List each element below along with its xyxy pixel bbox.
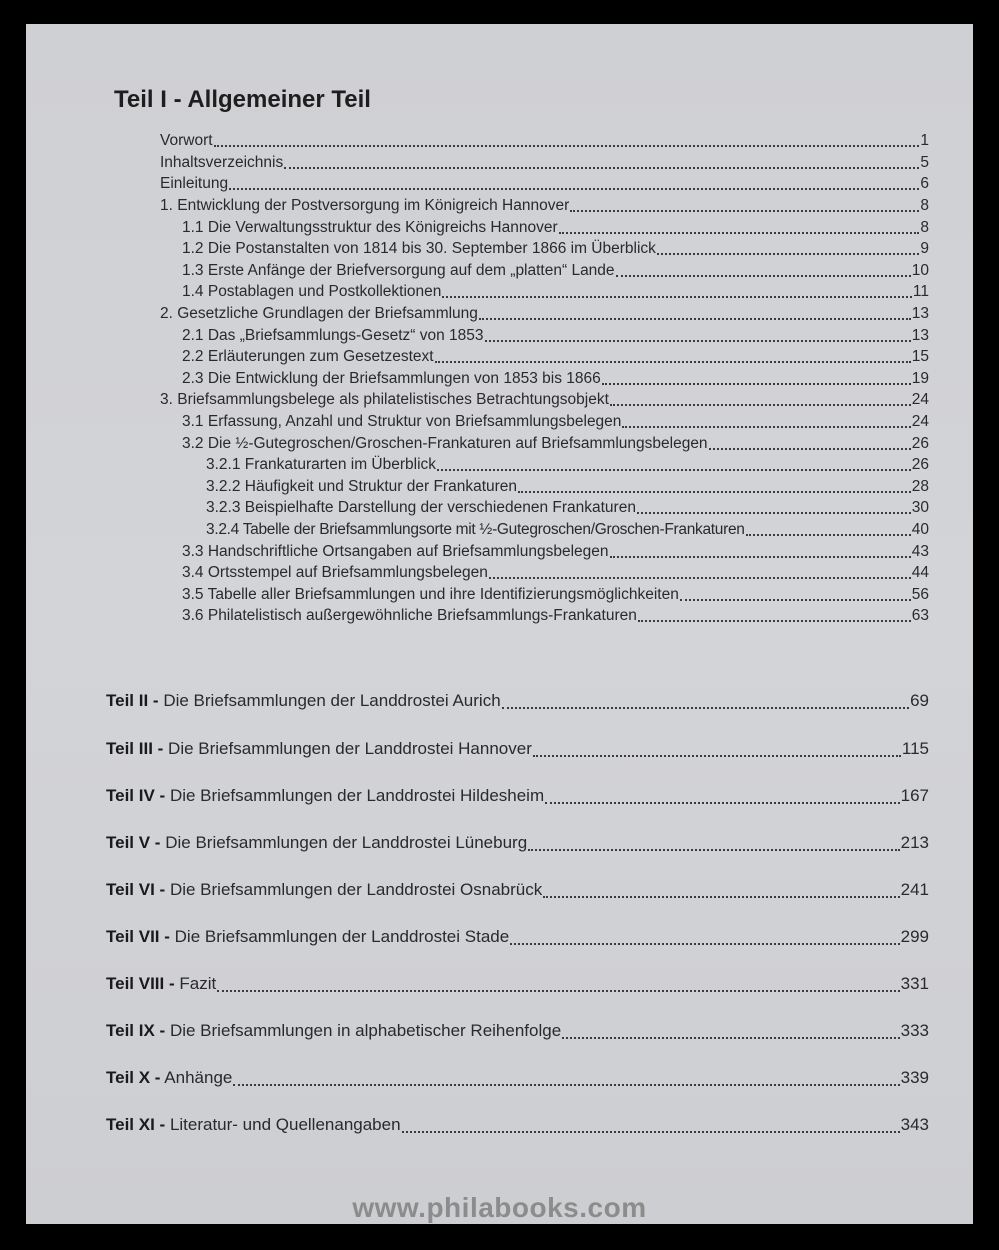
toc-entry: [182, 585, 929, 605]
part-number: Teil VII -: [106, 927, 170, 946]
book-page: [26, 24, 973, 1224]
toc-part-label: [106, 878, 542, 902]
toc-entry-label: 3.2.2 Häufigkeit und Struktur der Frankaturen: [206, 478, 518, 495]
part-title: Fazit: [179, 974, 217, 993]
toc-part-label: [106, 784, 544, 808]
toc-part-label: [106, 1113, 401, 1137]
toc-part-entry: [106, 1113, 929, 1137]
toc-entry-label: 1.4 Postablagen und Postkollektionen: [182, 283, 442, 300]
watermark-url: www.philabooks.com: [352, 1192, 647, 1223]
leader-dots: [622, 426, 910, 428]
toc-part-entry: [106, 1066, 929, 1090]
leader-dots: [217, 990, 899, 992]
toc-entry-label: 1. Entwicklung der Postversorgung im Königreich Hannover: [160, 197, 570, 214]
toc-entry-label: 1.1 Die Verwaltungsstruktur des Königreichs Hannover: [182, 219, 558, 236]
leader-dots: [479, 318, 911, 320]
toc-part-entry: [106, 878, 929, 902]
part-page: 115: [901, 739, 929, 758]
part1-heading: Teil I - Allgemeiner Teil: [114, 86, 371, 113]
toc-entry-label: 3.6 Philatelistisch außergewöhnliche Briefsammlungs-Frankaturen: [182, 607, 637, 624]
leader-dots: [637, 512, 911, 514]
toc-part-entry: [106, 737, 929, 761]
toc-entry-page: 40: [911, 521, 929, 538]
toc-entry-label: 3.4 Ortsstempel auf Briefsammlungsbelegen: [182, 564, 488, 581]
leader-dots: [485, 340, 911, 342]
toc-entry-page: 30: [911, 499, 929, 516]
part-title: Die Briefsammlungen der Landdrostei Aurich: [163, 691, 501, 710]
toc-part-label: [106, 737, 532, 761]
toc-entry-page: 24: [911, 391, 929, 408]
toc-part-label: [106, 972, 216, 996]
toc-entry-page: 28: [911, 478, 929, 495]
part-page: 69: [910, 691, 929, 710]
toc-entry-page: 43: [911, 543, 929, 560]
leader-dots: [442, 296, 912, 298]
part-page: 167: [900, 786, 929, 805]
part-page: 213: [900, 833, 929, 852]
part-title: Die Briefsammlungen der Landdrostei Stade: [174, 927, 510, 946]
toc-entry: [206, 520, 929, 540]
leader-dots: [437, 469, 911, 471]
toc-entry: [160, 153, 929, 173]
toc-entry-label: Inhaltsverzeichnis: [160, 154, 284, 171]
leader-dots: [543, 896, 899, 898]
toc-entry-label: 3.2 Die ½-Gutegroschen/Groschen-Frankaturen auf Briefsammlungsbelegen: [182, 435, 708, 452]
toc-entry: [206, 498, 929, 518]
toc-entry-label: 3.2.1 Frankaturarten im Überblick: [206, 456, 437, 473]
leader-dots: [214, 145, 920, 147]
toc-entry-page: 63: [911, 607, 929, 624]
toc-part-label: [106, 925, 509, 949]
toc-entry-page: 26: [911, 456, 929, 473]
toc-entry: [182, 218, 929, 238]
leader-dots: [638, 620, 911, 622]
part-number: Teil IX -: [106, 1021, 166, 1040]
leader-dots: [518, 491, 911, 493]
toc-entry-label: 3. Briefsammlungsbelege als philatelistisches Betrachtungsobjekt: [160, 391, 609, 408]
toc-entry-page: 8: [920, 197, 929, 214]
toc-entry: [182, 282, 929, 302]
leader-dots: [559, 232, 920, 234]
leader-dots: [229, 188, 919, 190]
toc-entry: [160, 131, 929, 151]
leader-dots: [680, 599, 911, 601]
part-title: Die Briefsammlungen in alphabetischer Reihenfolge: [169, 1021, 562, 1040]
part-number: Teil VI -: [106, 880, 166, 899]
toc-entry-page: 15: [911, 348, 929, 365]
part-number: Teil XI -: [106, 1115, 166, 1134]
toc-entry-page: 19: [911, 370, 929, 387]
toc-entry: [206, 455, 929, 475]
toc-entry-label: Einleitung: [160, 175, 229, 192]
toc-part-label: [106, 689, 501, 713]
toc-entry: [182, 434, 929, 454]
toc-entry-page: 5: [920, 154, 929, 171]
toc-entry-page: 11: [912, 283, 929, 300]
leader-dots: [435, 361, 911, 363]
leader-dots: [402, 1131, 900, 1133]
toc-entry-page: 10: [911, 262, 929, 279]
toc-entry-page: 13: [911, 327, 929, 344]
toc-entry-page: 26: [911, 435, 929, 452]
leader-dots: [284, 167, 919, 169]
part-number: Teil VIII -: [106, 974, 175, 993]
part-page: 343: [900, 1115, 929, 1134]
leader-dots: [570, 210, 919, 212]
toc-entry-label: 3.2.4 Tabelle der Briefsammlungsorte mit ½-Gutegroschen/Groschen-Frankaturen: [206, 521, 745, 538]
leader-dots: [510, 943, 899, 945]
toc-entry-page: 56: [911, 586, 929, 603]
part-title: Die Briefsammlungen der Landdrostei Hannover: [168, 739, 532, 758]
part-page: 333: [900, 1021, 929, 1040]
toc-entry: [206, 477, 929, 497]
toc-entry-label: 3.3 Handschriftliche Ortsangaben auf Briefsammlungsbelegen: [182, 543, 609, 560]
part-page: 339: [900, 1068, 929, 1087]
leader-dots: [528, 849, 899, 851]
leader-dots: [502, 707, 909, 709]
toc-entry-label: 3.5 Tabelle aller Briefsammlungen und ihre Identifizierungsmöglichkeiten: [182, 586, 679, 603]
toc-entry: [160, 174, 929, 194]
toc-entry-label: 3.2.3 Beispielhafte Darstellung der verschiedenen Frankaturen: [206, 499, 636, 516]
toc-part-label: [106, 1066, 232, 1090]
leader-dots: [746, 534, 911, 536]
toc-entry-label: 2. Gesetzliche Grundlagen der Briefsammlung: [160, 305, 478, 322]
toc-entry: [182, 326, 929, 346]
toc-entry: [182, 563, 929, 583]
toc-part-entry: [106, 972, 929, 996]
leader-dots: [610, 404, 911, 406]
toc-entry: [182, 542, 929, 562]
toc-entry: [182, 239, 929, 259]
leader-dots: [657, 253, 919, 255]
toc-entry-page: 6: [920, 175, 929, 192]
toc-entry: [182, 606, 929, 626]
toc-entry: [182, 369, 929, 389]
part-title: Die Briefsammlungen der Landdrostei Lüneburg: [165, 833, 528, 852]
leader-dots: [489, 577, 911, 579]
toc-part-entry: [106, 925, 929, 949]
leader-dots: [533, 755, 901, 757]
toc-entry-label: 1.2 Die Postanstalten von 1814 bis 30. September 1866 im Überblick: [182, 240, 656, 257]
part-title: Die Briefsammlungen der Landdrostei Hildesheim: [169, 786, 545, 805]
leader-dots: [562, 1037, 899, 1039]
toc-entry-page: 24: [911, 413, 929, 430]
part-number: Teil IV -: [106, 786, 166, 805]
toc-part-label: [106, 1019, 561, 1043]
toc-entry-label: 3.1 Erfassung, Anzahl und Struktur von Briefsammlungsbelegen: [182, 413, 622, 430]
toc-part-label: [106, 831, 527, 855]
part-number: Teil III -: [106, 739, 164, 758]
toc-entry: [182, 412, 929, 432]
toc-entry: [182, 261, 929, 281]
part-title: Die Briefsammlungen der Landdrostei Osnabrück: [169, 880, 543, 899]
leader-dots: [233, 1084, 899, 1086]
part-page: 331: [900, 974, 929, 993]
toc-entry-page: 44: [911, 564, 929, 581]
leader-dots: [610, 556, 911, 558]
leader-dots: [616, 275, 911, 277]
toc-part-entry: [106, 831, 929, 855]
toc-entry-label: Vorwort: [160, 132, 213, 149]
toc-entry-label: 1.3 Erste Anfänge der Briefversorgung auf dem „platten“ Lande: [182, 262, 615, 279]
leader-dots: [709, 448, 911, 450]
part-page: 299: [900, 927, 929, 946]
toc-part-entry: [106, 689, 929, 713]
toc-entry: [182, 347, 929, 367]
leader-dots: [545, 802, 900, 804]
leader-dots: [602, 383, 911, 385]
toc-entry-page: 13: [911, 305, 929, 322]
part-page: 241: [900, 880, 929, 899]
part-number: Teil X -: [106, 1068, 161, 1087]
toc-entry-label: 2.2 Erläuterungen zum Gesetzestext: [182, 348, 434, 365]
toc-entry-page: 1: [920, 132, 929, 149]
toc-part-entry: [106, 1019, 929, 1043]
toc-entry: [160, 304, 929, 324]
toc-part-entry: [106, 784, 929, 808]
part-number: Teil V -: [106, 833, 161, 852]
toc-entry-label: 2.3 Die Entwicklung der Briefsammlungen von 1853 bis 1866: [182, 370, 601, 387]
part-title: Literatur- und Quellenangaben: [169, 1115, 401, 1134]
part-number: Teil II -: [106, 691, 159, 710]
toc-entry-page: 8: [920, 219, 929, 236]
toc-entry: [160, 196, 929, 216]
toc-entry-label: 2.1 Das „Briefsammlungs-Gesetz“ von 1853: [182, 327, 484, 344]
part-title: Anhänge: [164, 1068, 233, 1087]
toc-entry-page: 9: [920, 240, 929, 257]
toc-entry: [160, 390, 929, 410]
